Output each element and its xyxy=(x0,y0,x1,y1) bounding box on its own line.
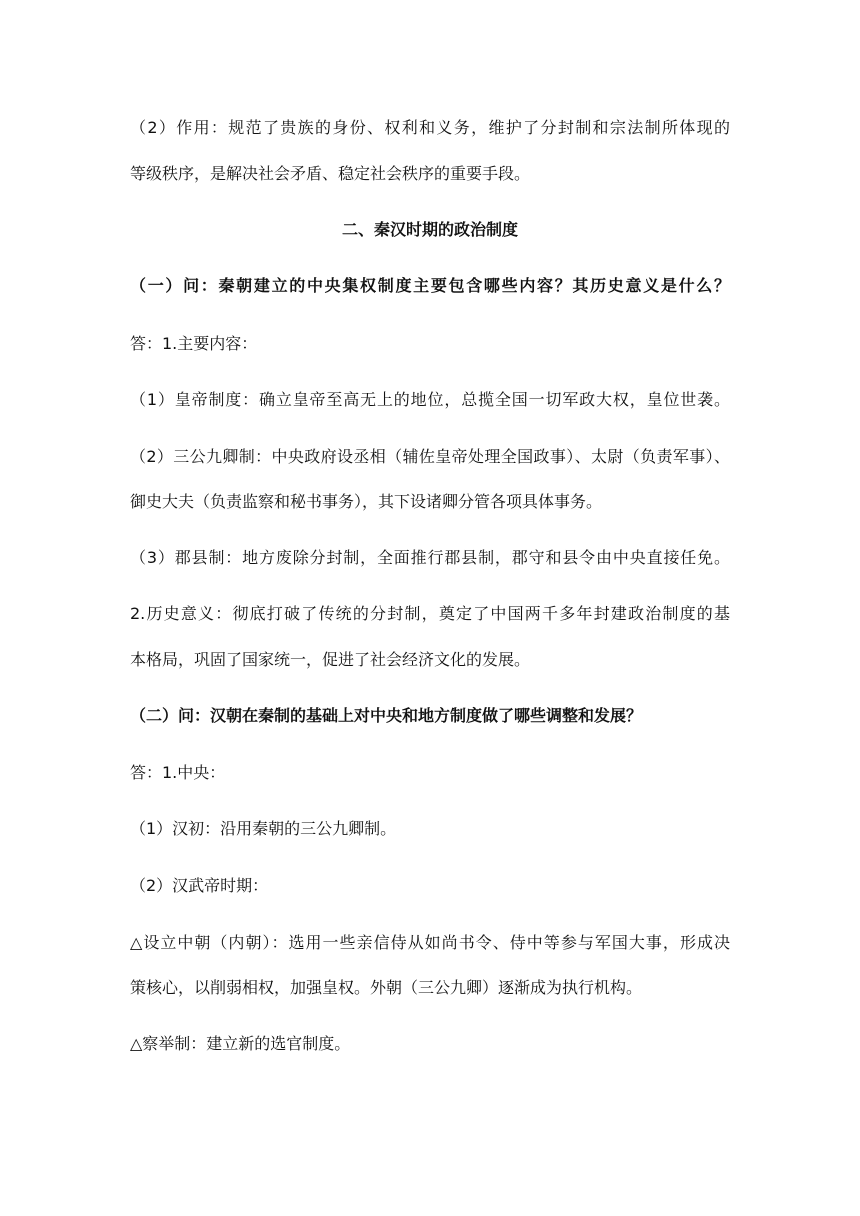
paragraph-line: 策核心，以削弱相权，加强皇权。外朝（三公九卿）逐渐成为执行机构。 xyxy=(130,978,643,997)
question-heading: （一）问：秦朝建立的中央集权制度主要包含哪些内容？其历史意义是什么？ xyxy=(130,276,730,295)
paragraph-line: 2.历史意义：彻底打破了传统的分封制，奠定了中国两千多年封建政治制度的基 xyxy=(130,604,730,623)
paragraph-line: （2）三公九卿制：中央政府设丞相（辅佐皇帝处理全国政事）、太尉（负责军事）、 xyxy=(130,447,730,466)
answer-line: 答：1.主要内容： xyxy=(130,334,258,353)
paragraph-line: （2）作用：规范了贵族的身份、权利和义务，维护了分封制和宗法制所体现的 xyxy=(130,118,730,137)
paragraph-line: （1）皇帝制度：确立皇帝至高无上的地位，总揽全国一切军政大权，皇位世袭。 xyxy=(130,390,730,409)
paragraph-line: △察举制：建立新的选官制度。 xyxy=(130,1034,351,1053)
section-heading: 二、秦汉时期的政治制度 xyxy=(341,220,518,239)
paragraph-line: （1）汉初：沿用秦朝的三公九卿制。 xyxy=(130,819,397,838)
answer-line: 答：1.中央： xyxy=(130,763,226,782)
question-heading: （二）问：汉朝在秦制的基础上对中央和地方制度做了哪些调整和发展？ xyxy=(130,706,643,725)
paragraph-line: 本格局，巩固了国家统一，促进了社会经济文化的发展。 xyxy=(130,650,531,669)
paragraph-line: （2）汉武帝时期： xyxy=(130,876,269,895)
paragraph-line: 等级秩序，是解决社会矛盾、稳定社会秩序的重要手段。 xyxy=(130,164,531,183)
paragraph-line: 御史大夫（负责监察和秘书事务），其下设诸卿分管各项具体事务。 xyxy=(130,492,603,511)
paragraph-line: （3）郡县制：地方废除分封制，全面推行郡县制，郡守和县令由中央直接任免。 xyxy=(130,548,730,567)
paragraph-line: △设立中朝（内朝）：选用一些亲信侍从如尚书令、侍中等参与军国大事，形成决 xyxy=(130,933,730,952)
